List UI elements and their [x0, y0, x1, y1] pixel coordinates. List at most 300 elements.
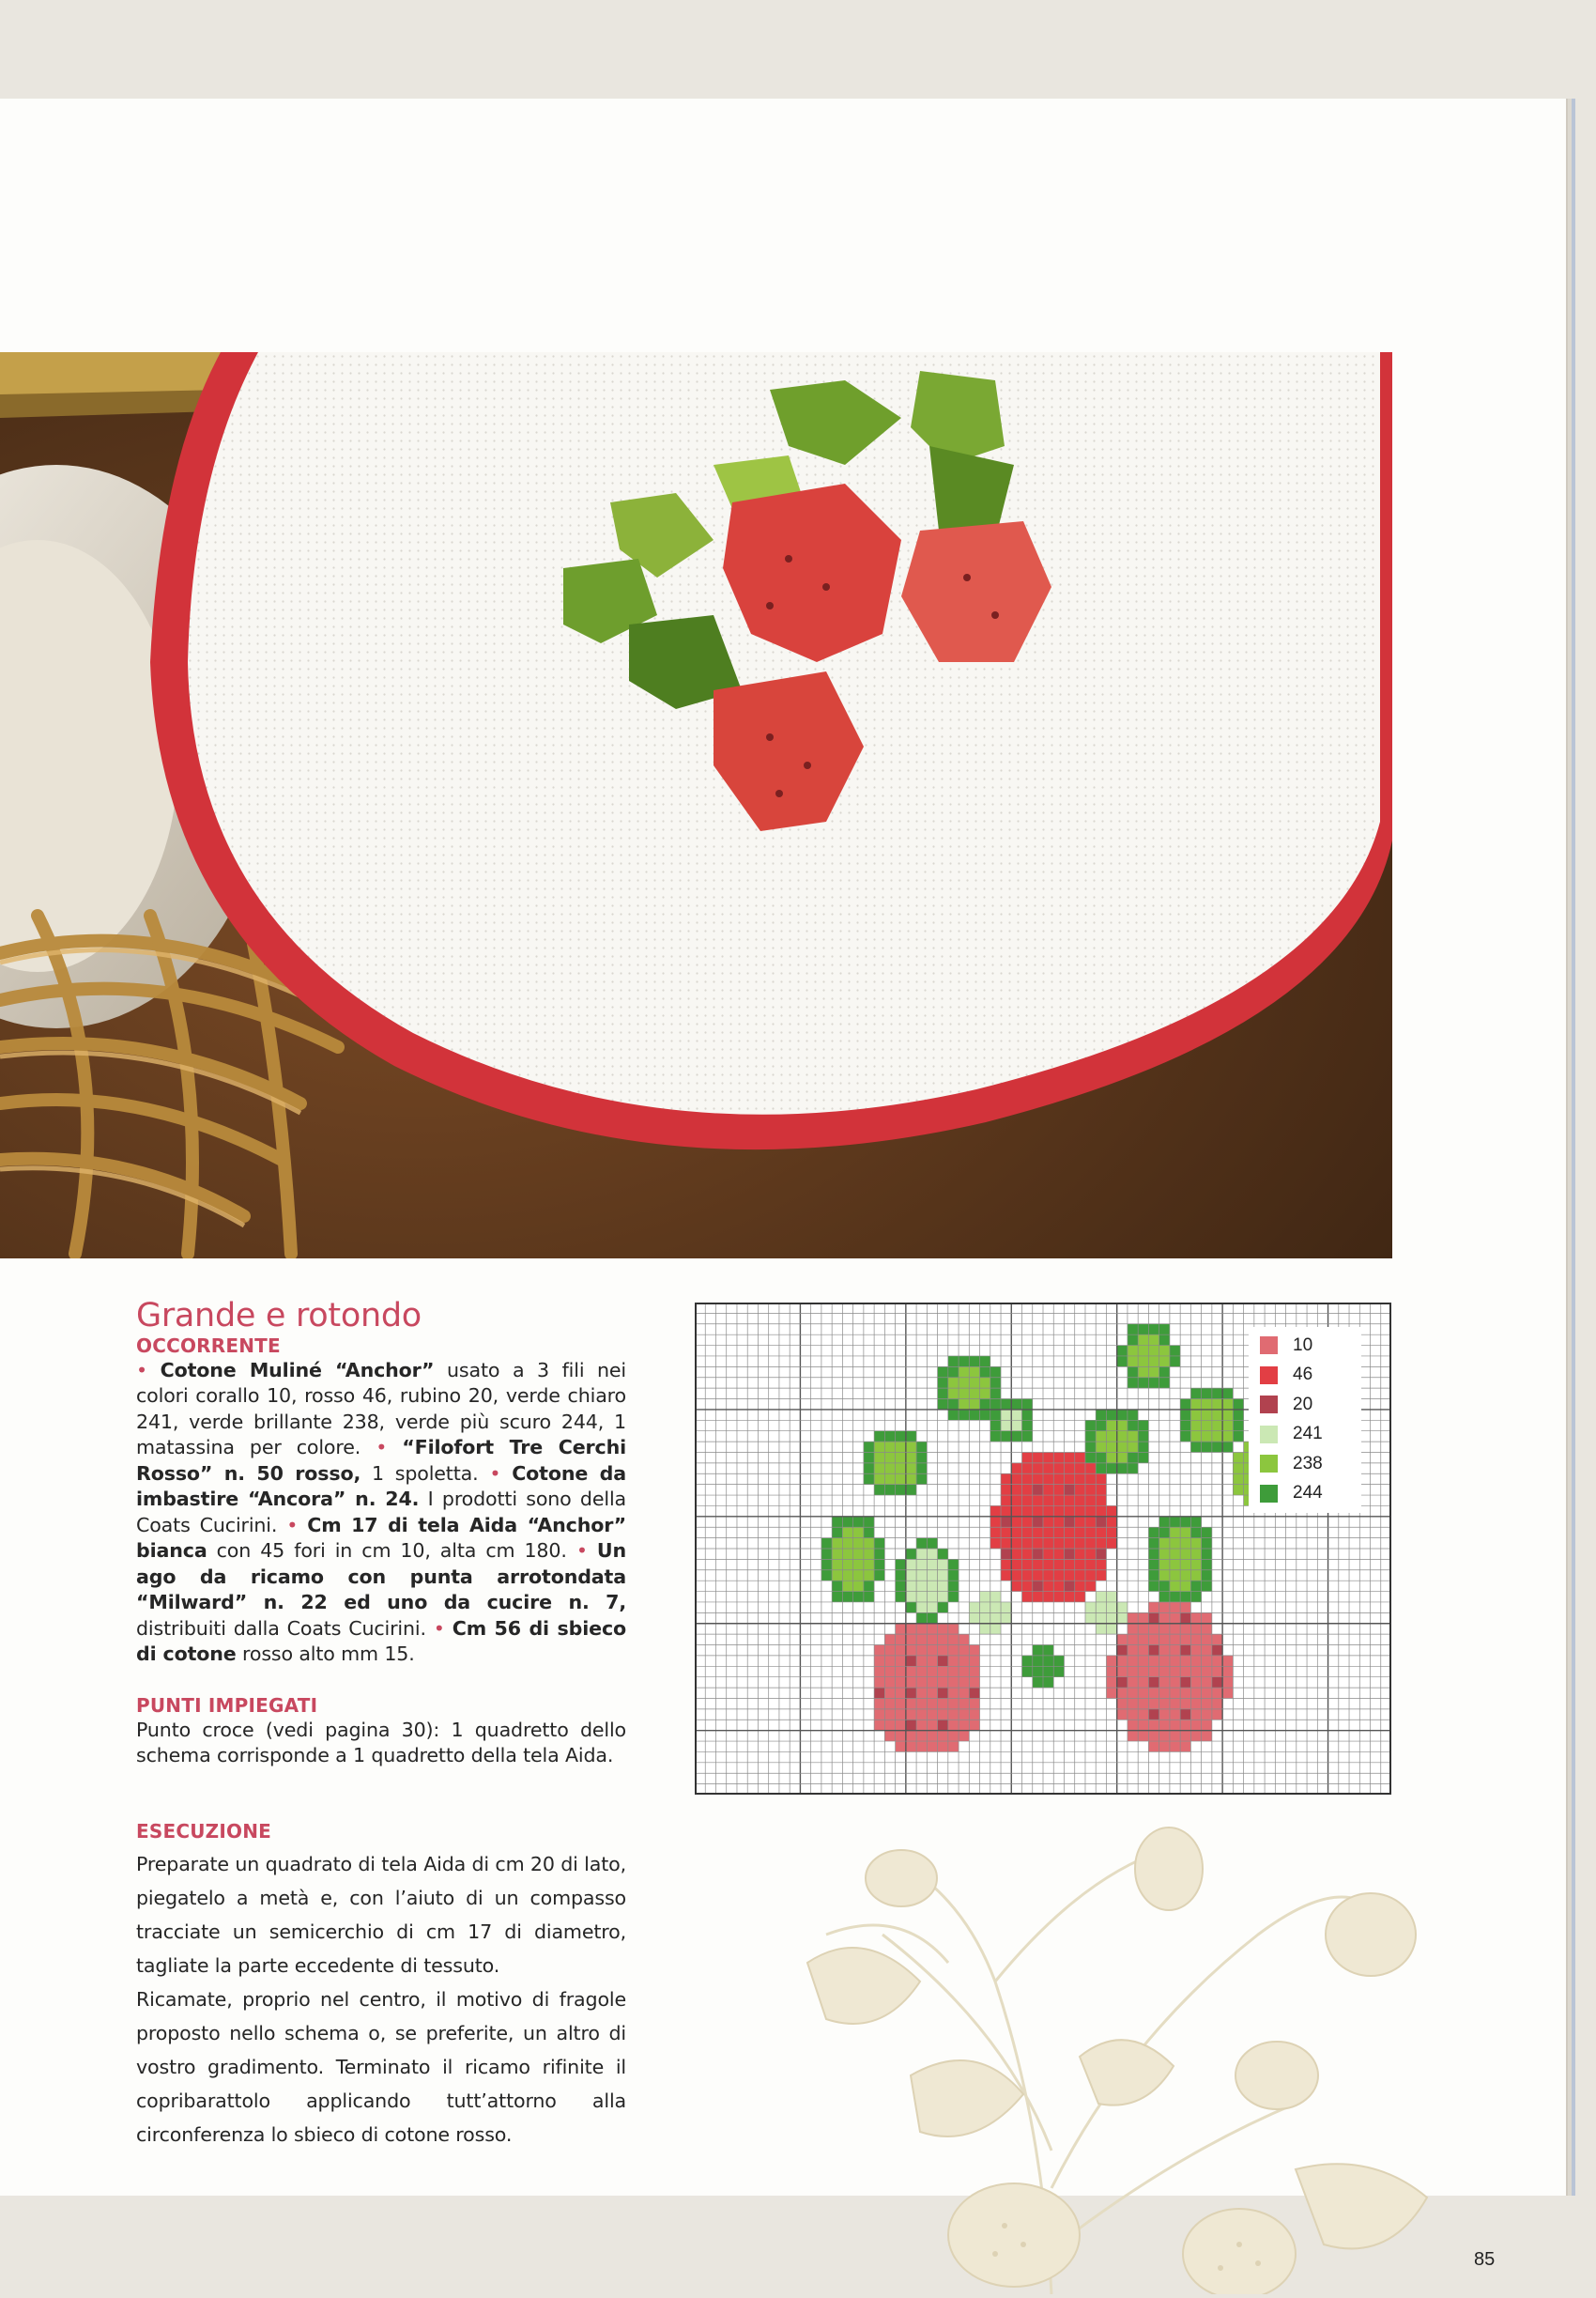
stitch-10: [884, 1677, 895, 1688]
stitch-46: [1043, 1527, 1053, 1537]
stitch-46: [1043, 1505, 1053, 1516]
stitch-46: [1011, 1485, 1021, 1495]
stitch-244: [1202, 1527, 1212, 1537]
stitch-244: [1190, 1527, 1201, 1537]
stitch-46: [1096, 1505, 1106, 1516]
stitch-244: [864, 1517, 874, 1527]
stitch-10: [1212, 1709, 1222, 1720]
stitch-238: [884, 1463, 895, 1473]
stitch-10: [916, 1698, 927, 1708]
stitch-10: [959, 1666, 969, 1676]
stitch-10: [896, 1666, 906, 1676]
stitch-244: [938, 1399, 948, 1410]
stitch-46: [1043, 1452, 1053, 1462]
stitch-244: [1033, 1677, 1043, 1688]
stitch-10: [1148, 1720, 1159, 1730]
stitch-244: [916, 1463, 927, 1473]
stitch-10: [916, 1731, 927, 1741]
stitch-238: [874, 1442, 884, 1452]
stitch-238: [1190, 1559, 1201, 1569]
stitch-10: [927, 1741, 937, 1751]
stitch-10: [1138, 1624, 1148, 1634]
stitch-10: [1138, 1709, 1148, 1720]
stitch-238: [969, 1399, 979, 1410]
stitch-10: [1190, 1698, 1201, 1708]
stitch-241: [906, 1559, 916, 1569]
stitch-238: [1128, 1442, 1138, 1452]
stitch-244: [1180, 1399, 1190, 1410]
stitch-238: [842, 1570, 852, 1581]
stitch-46: [1022, 1538, 1033, 1549]
legend-item: [1249, 1331, 1389, 1361]
stitch-46: [1085, 1538, 1096, 1549]
stitch-10: [1159, 1731, 1170, 1741]
stitch-20: [1033, 1581, 1043, 1591]
stitch-46: [1106, 1517, 1116, 1527]
stitch-241: [969, 1602, 979, 1612]
stitch-10: [896, 1731, 906, 1741]
stitch-238: [1222, 1399, 1233, 1410]
stitch-20: [1212, 1645, 1222, 1656]
stitch-241: [1106, 1612, 1116, 1623]
stitch-10: [1202, 1666, 1212, 1676]
stitch-10: [1117, 1634, 1128, 1644]
stitch-10: [1117, 1688, 1128, 1698]
stitch-46: [1096, 1527, 1106, 1537]
stitch-10: [1180, 1634, 1190, 1644]
stitch-244: [1128, 1324, 1138, 1334]
stitch-241: [916, 1570, 927, 1581]
stitch-244: [948, 1559, 959, 1569]
stitch-10: [916, 1677, 927, 1688]
stitch-10: [1148, 1698, 1159, 1708]
stitch-244: [1190, 1442, 1201, 1452]
stitch-241: [969, 1612, 979, 1623]
stitch-20: [1117, 1645, 1128, 1656]
stitch-244: [1022, 1420, 1033, 1430]
stitch-10: [1190, 1720, 1201, 1730]
stitch-238: [1117, 1442, 1128, 1452]
stitch-10: [906, 1698, 916, 1708]
stitch-244: [1148, 1581, 1159, 1591]
stitch-10: [927, 1677, 937, 1688]
stitch-244: [864, 1452, 874, 1462]
stitch-244: [1233, 1410, 1243, 1420]
stitch-238: [1170, 1559, 1180, 1569]
stitch-244: [948, 1366, 959, 1377]
stitch-10: [906, 1741, 916, 1751]
stitch-10: [1170, 1645, 1180, 1656]
stitch-46: [1106, 1527, 1116, 1537]
legend-label: 241: [1293, 1424, 1323, 1444]
stitch-10: [1202, 1688, 1212, 1698]
stitch-238: [864, 1559, 874, 1569]
stitch-46: [1064, 1452, 1074, 1462]
stitch-238: [1106, 1452, 1116, 1462]
stitch-10: [916, 1624, 927, 1634]
stitch-46: [1011, 1463, 1021, 1473]
stitch-10: [1138, 1698, 1148, 1708]
stitch-238: [1138, 1334, 1148, 1345]
stitch-10: [1180, 1656, 1190, 1666]
stitch-244: [1180, 1517, 1190, 1527]
stitch-241: [1106, 1602, 1116, 1612]
legend-swatch: [1260, 1455, 1278, 1473]
stitch-10: [1180, 1731, 1190, 1741]
stitch-10: [906, 1731, 916, 1741]
stitch-244: [1117, 1356, 1128, 1366]
stitch-10: [927, 1688, 937, 1698]
stitch-46: [1033, 1559, 1043, 1569]
stitch-244: [1148, 1570, 1159, 1581]
stitch-244: [1159, 1592, 1170, 1602]
stitch-10: [1202, 1656, 1212, 1666]
bullet: •: [376, 1436, 403, 1459]
stitch-241: [990, 1612, 1001, 1623]
stitch-10: [896, 1656, 906, 1666]
stitch-241: [938, 1592, 948, 1602]
stitch-244: [896, 1570, 906, 1581]
stitch-10: [1148, 1731, 1159, 1741]
stitch-10: [1190, 1612, 1201, 1623]
stitch-241: [1011, 1410, 1021, 1420]
stitch-244: [896, 1559, 906, 1569]
stitch-238: [1159, 1549, 1170, 1559]
stitch-241: [1085, 1602, 1096, 1612]
stitch-10: [1159, 1634, 1170, 1644]
stitch-10: [1128, 1634, 1138, 1644]
stitch-10: [1128, 1720, 1138, 1730]
stitch-10: [1148, 1666, 1159, 1676]
material-name: “Filofort Tre Cerchi Rosso” n. 50 rosso,: [136, 1436, 626, 1485]
stitch-244: [1096, 1463, 1106, 1473]
legend-label: 10: [1293, 1334, 1313, 1355]
stitch-238: [969, 1378, 979, 1388]
stitch-20: [1148, 1709, 1159, 1720]
stitch-238: [1096, 1442, 1106, 1452]
stitch-10: [938, 1634, 948, 1644]
stitch-244: [874, 1538, 884, 1549]
stitch-241: [990, 1592, 1001, 1602]
stitch-244: [990, 1388, 1001, 1398]
stitch-46: [1033, 1527, 1043, 1537]
stitch-244: [1148, 1527, 1159, 1537]
bullet: •: [286, 1513, 308, 1536]
stitch-238: [1180, 1527, 1190, 1537]
stitch-10: [927, 1698, 937, 1708]
stitch-10: [874, 1645, 884, 1656]
stitch-10: [896, 1741, 906, 1751]
stitch-244: [906, 1549, 916, 1559]
stitch-238: [1202, 1410, 1212, 1420]
stitch-244: [1043, 1677, 1053, 1688]
stitch-238: [842, 1527, 852, 1537]
stitch-238: [853, 1549, 864, 1559]
stitch-10: [969, 1698, 979, 1708]
stitch-244: [980, 1399, 990, 1410]
stitch-241: [1001, 1612, 1011, 1623]
stitch-46: [1011, 1559, 1021, 1569]
legend-swatch: [1260, 1485, 1278, 1503]
stitch-244: [938, 1549, 948, 1559]
stitch-244: [1190, 1517, 1201, 1527]
stitch-10: [916, 1666, 927, 1676]
stitch-241: [1096, 1612, 1106, 1623]
stitch-10: [1128, 1688, 1138, 1698]
stitch-244: [959, 1410, 969, 1420]
stitch-20: [1180, 1645, 1190, 1656]
stitch-238: [1190, 1538, 1201, 1549]
stitch-46: [1053, 1559, 1064, 1569]
stitch-241: [927, 1570, 937, 1581]
stitch-10: [916, 1688, 927, 1698]
stitch-238: [1117, 1420, 1128, 1430]
botanical-illustration: [770, 1794, 1496, 2294]
stitch-46: [1043, 1592, 1053, 1602]
stitch-238: [906, 1442, 916, 1452]
stitch-10: [1138, 1677, 1148, 1688]
stitch-238: [1180, 1570, 1190, 1581]
stitch-241: [916, 1549, 927, 1559]
stitch-46: [1075, 1495, 1085, 1505]
stitch-244: [969, 1356, 979, 1366]
stitch-238: [832, 1538, 842, 1549]
stitch-10: [896, 1645, 906, 1656]
stitch-10: [1170, 1602, 1180, 1612]
stitch-10: [1170, 1656, 1180, 1666]
stitch-10: [969, 1645, 979, 1656]
stitch-46: [1053, 1495, 1064, 1505]
stitch-20: [1180, 1677, 1190, 1688]
stitch-241: [1106, 1624, 1116, 1634]
stitch-10: [1148, 1688, 1159, 1698]
stitch-238: [853, 1559, 864, 1569]
stitch-46: [1033, 1495, 1043, 1505]
stitch-10: [896, 1720, 906, 1730]
stitch-10: [1128, 1645, 1138, 1656]
stitch-244: [990, 1431, 1001, 1442]
stitch-238: [842, 1538, 852, 1549]
stitch-10: [948, 1666, 959, 1676]
stitch-244: [1138, 1431, 1148, 1442]
stitch-46: [1001, 1570, 1011, 1581]
material-name: Un ago da ricamo con punta arrotondata “Milward” n. 22 ed uno da cucire n. 7,: [136, 1539, 626, 1614]
stitch-238: [1128, 1346, 1138, 1356]
material-name: Cotone da imbastire “Ancora” n. 24.: [136, 1461, 626, 1511]
stitch-46: [1001, 1495, 1011, 1505]
stitch-244: [1053, 1666, 1064, 1676]
stitch-10: [1128, 1677, 1138, 1688]
stitch-241: [916, 1592, 927, 1602]
stitch-46: [1053, 1463, 1064, 1473]
stitch-238: [959, 1366, 969, 1377]
stitch-238: [969, 1366, 979, 1377]
stitch-46: [1011, 1517, 1021, 1527]
stitch-10: [1159, 1741, 1170, 1751]
stitch-20: [906, 1656, 916, 1666]
stitch-20: [906, 1688, 916, 1698]
bullet: •: [575, 1539, 597, 1563]
stitch-238: [959, 1378, 969, 1388]
stitch-241: [1011, 1420, 1021, 1430]
stitch-244: [916, 1612, 927, 1623]
stitch-46: [1022, 1559, 1033, 1569]
stitch-244: [864, 1592, 874, 1602]
stitch-10: [1159, 1677, 1170, 1688]
stitch-241: [1096, 1624, 1106, 1634]
stitch-244: [906, 1431, 916, 1442]
stitch-46: [1053, 1485, 1064, 1495]
stitch-46: [1053, 1505, 1064, 1516]
stitch-244: [948, 1410, 959, 1420]
stitch-244: [1106, 1410, 1116, 1420]
legend-label: 244: [1293, 1483, 1323, 1504]
stitch-10: [1138, 1731, 1148, 1741]
stitch-238: [1170, 1581, 1180, 1591]
stitch-46: [1064, 1473, 1074, 1484]
stitch-10: [1117, 1666, 1128, 1676]
stitch-238: [853, 1527, 864, 1537]
color-legend: [1249, 1331, 1389, 1508]
stitch-241: [1096, 1592, 1106, 1602]
stitch-244: [916, 1442, 927, 1452]
stitch-10: [884, 1645, 895, 1656]
stitch-238: [1148, 1366, 1159, 1377]
stitch-10: [884, 1720, 895, 1730]
stitch-238: [1190, 1410, 1201, 1420]
stitch-10: [1202, 1634, 1212, 1644]
stitch-10: [1202, 1612, 1212, 1623]
stitch-10: [1170, 1624, 1180, 1634]
legend-label: 238: [1293, 1453, 1323, 1473]
stitch-238: [1180, 1538, 1190, 1549]
stitch-46: [1096, 1495, 1106, 1505]
stitch-244: [864, 1473, 874, 1484]
stitch-238: [1106, 1420, 1116, 1430]
stitch-46: [1043, 1538, 1053, 1549]
instructions-column: [136, 1299, 626, 2151]
stitch-244: [1148, 1324, 1159, 1334]
stitch-244: [1085, 1431, 1096, 1442]
stitch-46: [1043, 1463, 1053, 1473]
stitch-46: [1022, 1463, 1033, 1473]
stitch-10: [969, 1677, 979, 1688]
stitch-241: [980, 1612, 990, 1623]
legend-swatch: [1260, 1336, 1278, 1354]
spacer: [136, 1668, 626, 1694]
stitch-46: [1075, 1538, 1085, 1549]
stitch-10: [927, 1709, 937, 1720]
stitch-238: [1190, 1549, 1201, 1559]
stitch-46: [1033, 1538, 1043, 1549]
stitch-238: [842, 1581, 852, 1591]
stitch-10: [896, 1677, 906, 1688]
stitch-10: [938, 1677, 948, 1688]
stitch-244: [938, 1388, 948, 1398]
page-number: 85: [1474, 2249, 1496, 2270]
stitch-244: [916, 1473, 927, 1484]
stitch-46: [1064, 1538, 1074, 1549]
stitch-10: [938, 1741, 948, 1751]
stitch-244: [1022, 1399, 1033, 1410]
stitch-46: [1033, 1473, 1043, 1484]
stitch-10: [1202, 1677, 1212, 1688]
stitch-10: [1180, 1624, 1190, 1634]
stitch-244: [1180, 1410, 1190, 1420]
stitch-244: [990, 1410, 1001, 1420]
stitch-20: [1180, 1709, 1190, 1720]
stitch-10: [1138, 1645, 1148, 1656]
stitch-241: [906, 1581, 916, 1591]
legend-swatch: [1260, 1396, 1278, 1413]
stitch-238: [896, 1473, 906, 1484]
stitch-10: [938, 1731, 948, 1741]
stitch-10: [896, 1634, 906, 1644]
stitch-10: [884, 1656, 895, 1666]
stitch-46: [1096, 1538, 1106, 1549]
stitch-20: [938, 1720, 948, 1730]
stitch-10: [938, 1645, 948, 1656]
stitch-20: [1148, 1677, 1159, 1688]
stitch-244: [853, 1517, 864, 1527]
stitch-244: [1202, 1388, 1212, 1398]
stitch-10: [1202, 1645, 1212, 1656]
stitch-238: [1202, 1399, 1212, 1410]
stitch-10: [948, 1698, 959, 1708]
stitch-46: [1001, 1559, 1011, 1569]
stitch-244: [864, 1442, 874, 1452]
stitch-244: [1138, 1378, 1148, 1388]
stitch-238: [896, 1452, 906, 1462]
stitch-46: [1085, 1527, 1096, 1537]
stitch-244: [1138, 1420, 1148, 1430]
stitch-244: [1022, 1666, 1033, 1676]
stitch-10: [1128, 1666, 1138, 1676]
stitch-10: [1180, 1602, 1190, 1612]
stitch-46: [1022, 1495, 1033, 1505]
stitch-244: [1096, 1420, 1106, 1430]
stitch-241: [1096, 1602, 1106, 1612]
stitch-244: [1043, 1666, 1053, 1676]
stitch-46: [1053, 1570, 1064, 1581]
legend-label: 20: [1293, 1394, 1313, 1414]
stitch-10: [927, 1624, 937, 1634]
stitch-10: [1170, 1741, 1180, 1751]
stitch-10: [1190, 1688, 1201, 1698]
stitch-20: [1212, 1677, 1222, 1688]
stitch-244: [1128, 1334, 1138, 1345]
stitch-10: [927, 1634, 937, 1644]
article-title: Grande e rotondo: [136, 1297, 422, 1334]
stitch-244: [1159, 1517, 1170, 1527]
stitch-244: [1222, 1388, 1233, 1398]
stitch-10: [1128, 1656, 1138, 1666]
stitch-10: [1159, 1709, 1170, 1720]
stitch-244: [1233, 1399, 1243, 1410]
stitch-46: [1043, 1495, 1053, 1505]
stitch-46: [1033, 1505, 1043, 1516]
stitch-238: [1159, 1570, 1170, 1581]
stitch-10: [959, 1634, 969, 1644]
stitch-244: [864, 1581, 874, 1591]
stitch-46: [1075, 1517, 1085, 1527]
stitch-46: [1001, 1485, 1011, 1495]
stitch-244: [1001, 1399, 1011, 1410]
stitch-10: [884, 1731, 895, 1741]
stitch-46: [1011, 1505, 1021, 1516]
stitch-10: [1170, 1612, 1180, 1623]
stitch-244: [1011, 1431, 1021, 1442]
